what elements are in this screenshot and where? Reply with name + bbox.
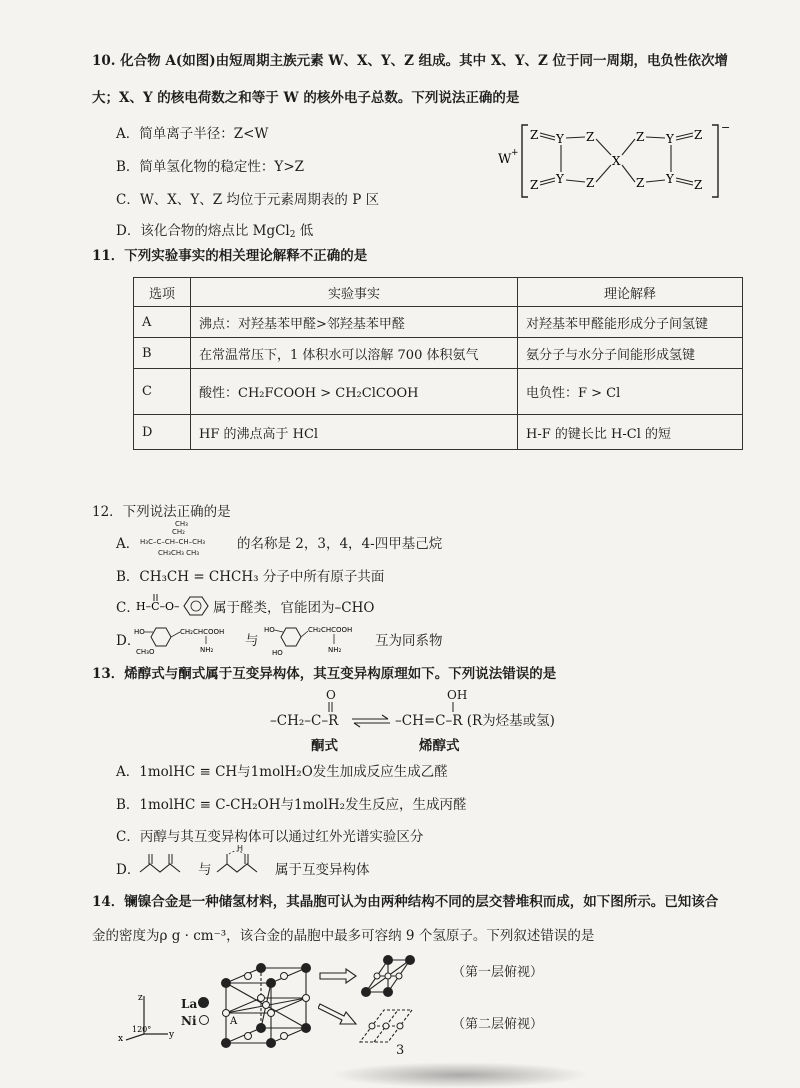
atom-z-3: Z [530, 178, 539, 192]
atom-y-1: Y [556, 132, 564, 146]
q12-stem: 12．下列说法正确的是 [92, 504, 231, 520]
atom-y-3: Y [666, 132, 674, 146]
q13-d-structure-1 [138, 848, 196, 878]
table-row [134, 415, 743, 450]
q12-d2-ho: HO [264, 626, 275, 634]
q13-eq-ketone: –CH₂–C–R [270, 713, 339, 729]
atom-y-4: Y [666, 172, 674, 186]
q12-d2-oh: HO [272, 649, 283, 657]
header-fact: 实验事实 [191, 278, 518, 307]
q12-d-structure-1 [134, 622, 242, 658]
row-fact: 沸点：对羟基苯甲醛>邻羟基苯甲醛 [191, 307, 518, 338]
table-header-row [134, 278, 743, 307]
q13-stem: 13．烯醇式与酮式属于互变异构体，其互变异构原理如下。下列说法错误的是 [92, 666, 557, 682]
q13-option-d-with: 与 [198, 862, 212, 878]
axis-x-label: x [118, 1034, 124, 1042]
table-row [134, 307, 743, 338]
q12-option-b: B．CH₃CH = CHCH₃ 分子中所有原子共面 [116, 569, 385, 585]
q12-d-structure-2 [264, 622, 372, 658]
atom-z-1: Z [530, 128, 539, 142]
q12-d1-nh2: NH₂ [200, 646, 214, 654]
legend-la-atom [198, 997, 209, 1008]
q12-option-a-text: 的名称是 2，3，4，4-四甲基己烷 [237, 536, 443, 552]
bottom-shadow [330, 1062, 590, 1088]
q12-d1-och3: CH₃O [136, 648, 155, 656]
q13-option-b: B．1molHC ≡ C-CH₂OH与1molH₂发生反应，生成丙醛 [116, 797, 467, 813]
crystal-cell-diagram [216, 958, 316, 1058]
row-reason: 电负性：F > Cl [518, 369, 743, 415]
q13-label-enol: 烯醇式 [419, 738, 460, 754]
q12-option-c-text: 属于醛类，官能团为–CHO [213, 600, 375, 616]
q13-option-a: A．1molHC ≡ CH与1molH₂O发生加成反应生成乙醛 [116, 764, 448, 780]
second-layer-label: （第二层俯视） [452, 1017, 544, 1032]
q12-c-formula: H–C–O– [136, 600, 180, 613]
q10-option-d: D．该化合物的熔点比 MgCl$_2$ 低 [116, 223, 314, 240]
q11-table [133, 277, 743, 450]
arrow-right-icon [318, 968, 358, 984]
row-option: D [134, 415, 191, 450]
row-reason: 氨分子与水分子间能形成氢键 [518, 338, 743, 369]
first-layer-label: （第一层俯视） [452, 965, 544, 980]
q12-c-structure [136, 592, 212, 618]
q12-a-struct-top2: CH₂ [172, 528, 185, 536]
q12-option-d-text: 互为同系物 [375, 633, 443, 649]
w-cation-charge: + [511, 148, 519, 158]
q12-option-d-label: D． [116, 633, 141, 649]
legend-la-label: La [181, 997, 198, 1011]
q12-d2-chain: CH₂CHCOOH [308, 626, 353, 634]
q12-option-c-label: C． [116, 600, 140, 616]
atom-z-4: Z [586, 176, 595, 190]
atom-y-2: Y [556, 172, 564, 186]
arrow-down-right-icon [318, 1000, 358, 1030]
cell-label-a: A [230, 1016, 238, 1027]
q12-d1-ho: HO [134, 628, 145, 636]
axis-angle-label: 120° [132, 1025, 152, 1034]
axis-y-label: y [169, 1030, 175, 1040]
row-reason: 对羟基苯甲醛能形成分子间氢键 [518, 307, 743, 338]
q13-option-d-text: 属于互变异构体 [275, 862, 370, 878]
row-option: C [134, 369, 191, 415]
q13-eq-right-top: OH [447, 688, 468, 702]
q14-line1: 14．镧镍合金是一种储氢材料，其晶胞可认为由两种结构不同的层交替堆积而成，如下图所示。已知该合 [92, 894, 719, 910]
axis-z-label: z [138, 993, 143, 1003]
q14-line2: 金的密度为ρ g · cm⁻³，该合金的晶胞中最多可容纳 9 个氢原子。下列叙述错误的是 [92, 928, 595, 944]
q12-a-struct-main: H₃C–C–CH–CH–CH₃ [140, 538, 206, 546]
atom-x: X [612, 154, 621, 168]
q11-stem: 11．下列实验事实的相关理论解释不正确的是 [92, 248, 368, 264]
q10-line1: 10. 化合物 A(如图)由短周期主族元素 W、X、Y、Z 组成。其中 X、Y、Z 位于同一周期，电负性依次增 [92, 53, 729, 69]
q10-option-c: C．W、X、Y、Z 均位于元素周期表的 P 区 [116, 192, 380, 208]
table-row [134, 369, 743, 415]
axis-icon [116, 990, 176, 1042]
q13-option-c: C．丙醇与其互变异构体可以通过红外光谱实验区分 [116, 829, 424, 845]
atom-z-6: Z [694, 128, 703, 142]
q13-label-ketone: 酮式 [311, 738, 338, 754]
q12-a-struct-bottom: CH₃CH₃ CH₃ [158, 549, 200, 557]
row-option: B [134, 338, 191, 369]
compound-a-structure [490, 115, 750, 210]
legend-ni-label: Ni [181, 1014, 197, 1028]
q12-option-d-with: 与 [245, 633, 259, 649]
w-cation-label: W [498, 152, 512, 167]
q12-d1-chain: CH₂CHCOOH [180, 628, 225, 636]
row-fact: 酸性：CH₂FCOOH > CH₂ClCOOH [191, 369, 518, 415]
row-fact: 在常温常压下，1 体积水可以溶解 700 体积氨气 [191, 338, 518, 369]
second-layer-top-view [354, 1004, 418, 1048]
q12-d2-nh2: NH₂ [328, 646, 342, 654]
q12-option-a-label: A． [116, 536, 140, 552]
q10-option-a: A．简单离子半径：Z<W [116, 126, 269, 142]
atom-z-2: Z [586, 130, 595, 144]
q13-eq-left-top: O [326, 688, 336, 702]
row-fact: HF 的沸点高于 HCl [191, 415, 518, 450]
q13-d-hydrogen: H [237, 844, 244, 853]
row-option: A [134, 307, 191, 338]
header-reason: 理论解释 [518, 278, 743, 307]
header-option: 选项 [134, 278, 191, 307]
legend-ni-atom [199, 1015, 209, 1025]
q10-line2: 大；X、Y 的核电荷数之和等于 W 的核外电子总数。下列说法正确的是 [92, 90, 520, 106]
first-layer-top-view [358, 952, 418, 1002]
anion-charge: − [721, 121, 731, 134]
q10-option-b: B．简单氢化物的稳定性：Y>Z [116, 159, 305, 175]
q13-option-d-label: D． [116, 862, 141, 878]
row-reason: H-F 的键长比 H-Cl 的短 [518, 415, 743, 450]
atom-z-7: Z [636, 176, 645, 190]
table-row [134, 338, 743, 369]
atom-z-5: Z [636, 130, 645, 144]
equilibrium-arrow-icon [350, 712, 392, 730]
q13-d-structure-2 [215, 848, 273, 878]
atom-z-8: Z [694, 178, 703, 192]
page-number: 3 [396, 1043, 405, 1058]
q13-eq-enol: –CH=C–R (R为烃基或氢) [395, 713, 555, 729]
q12-a-struct-top: CH₃ [175, 520, 188, 528]
